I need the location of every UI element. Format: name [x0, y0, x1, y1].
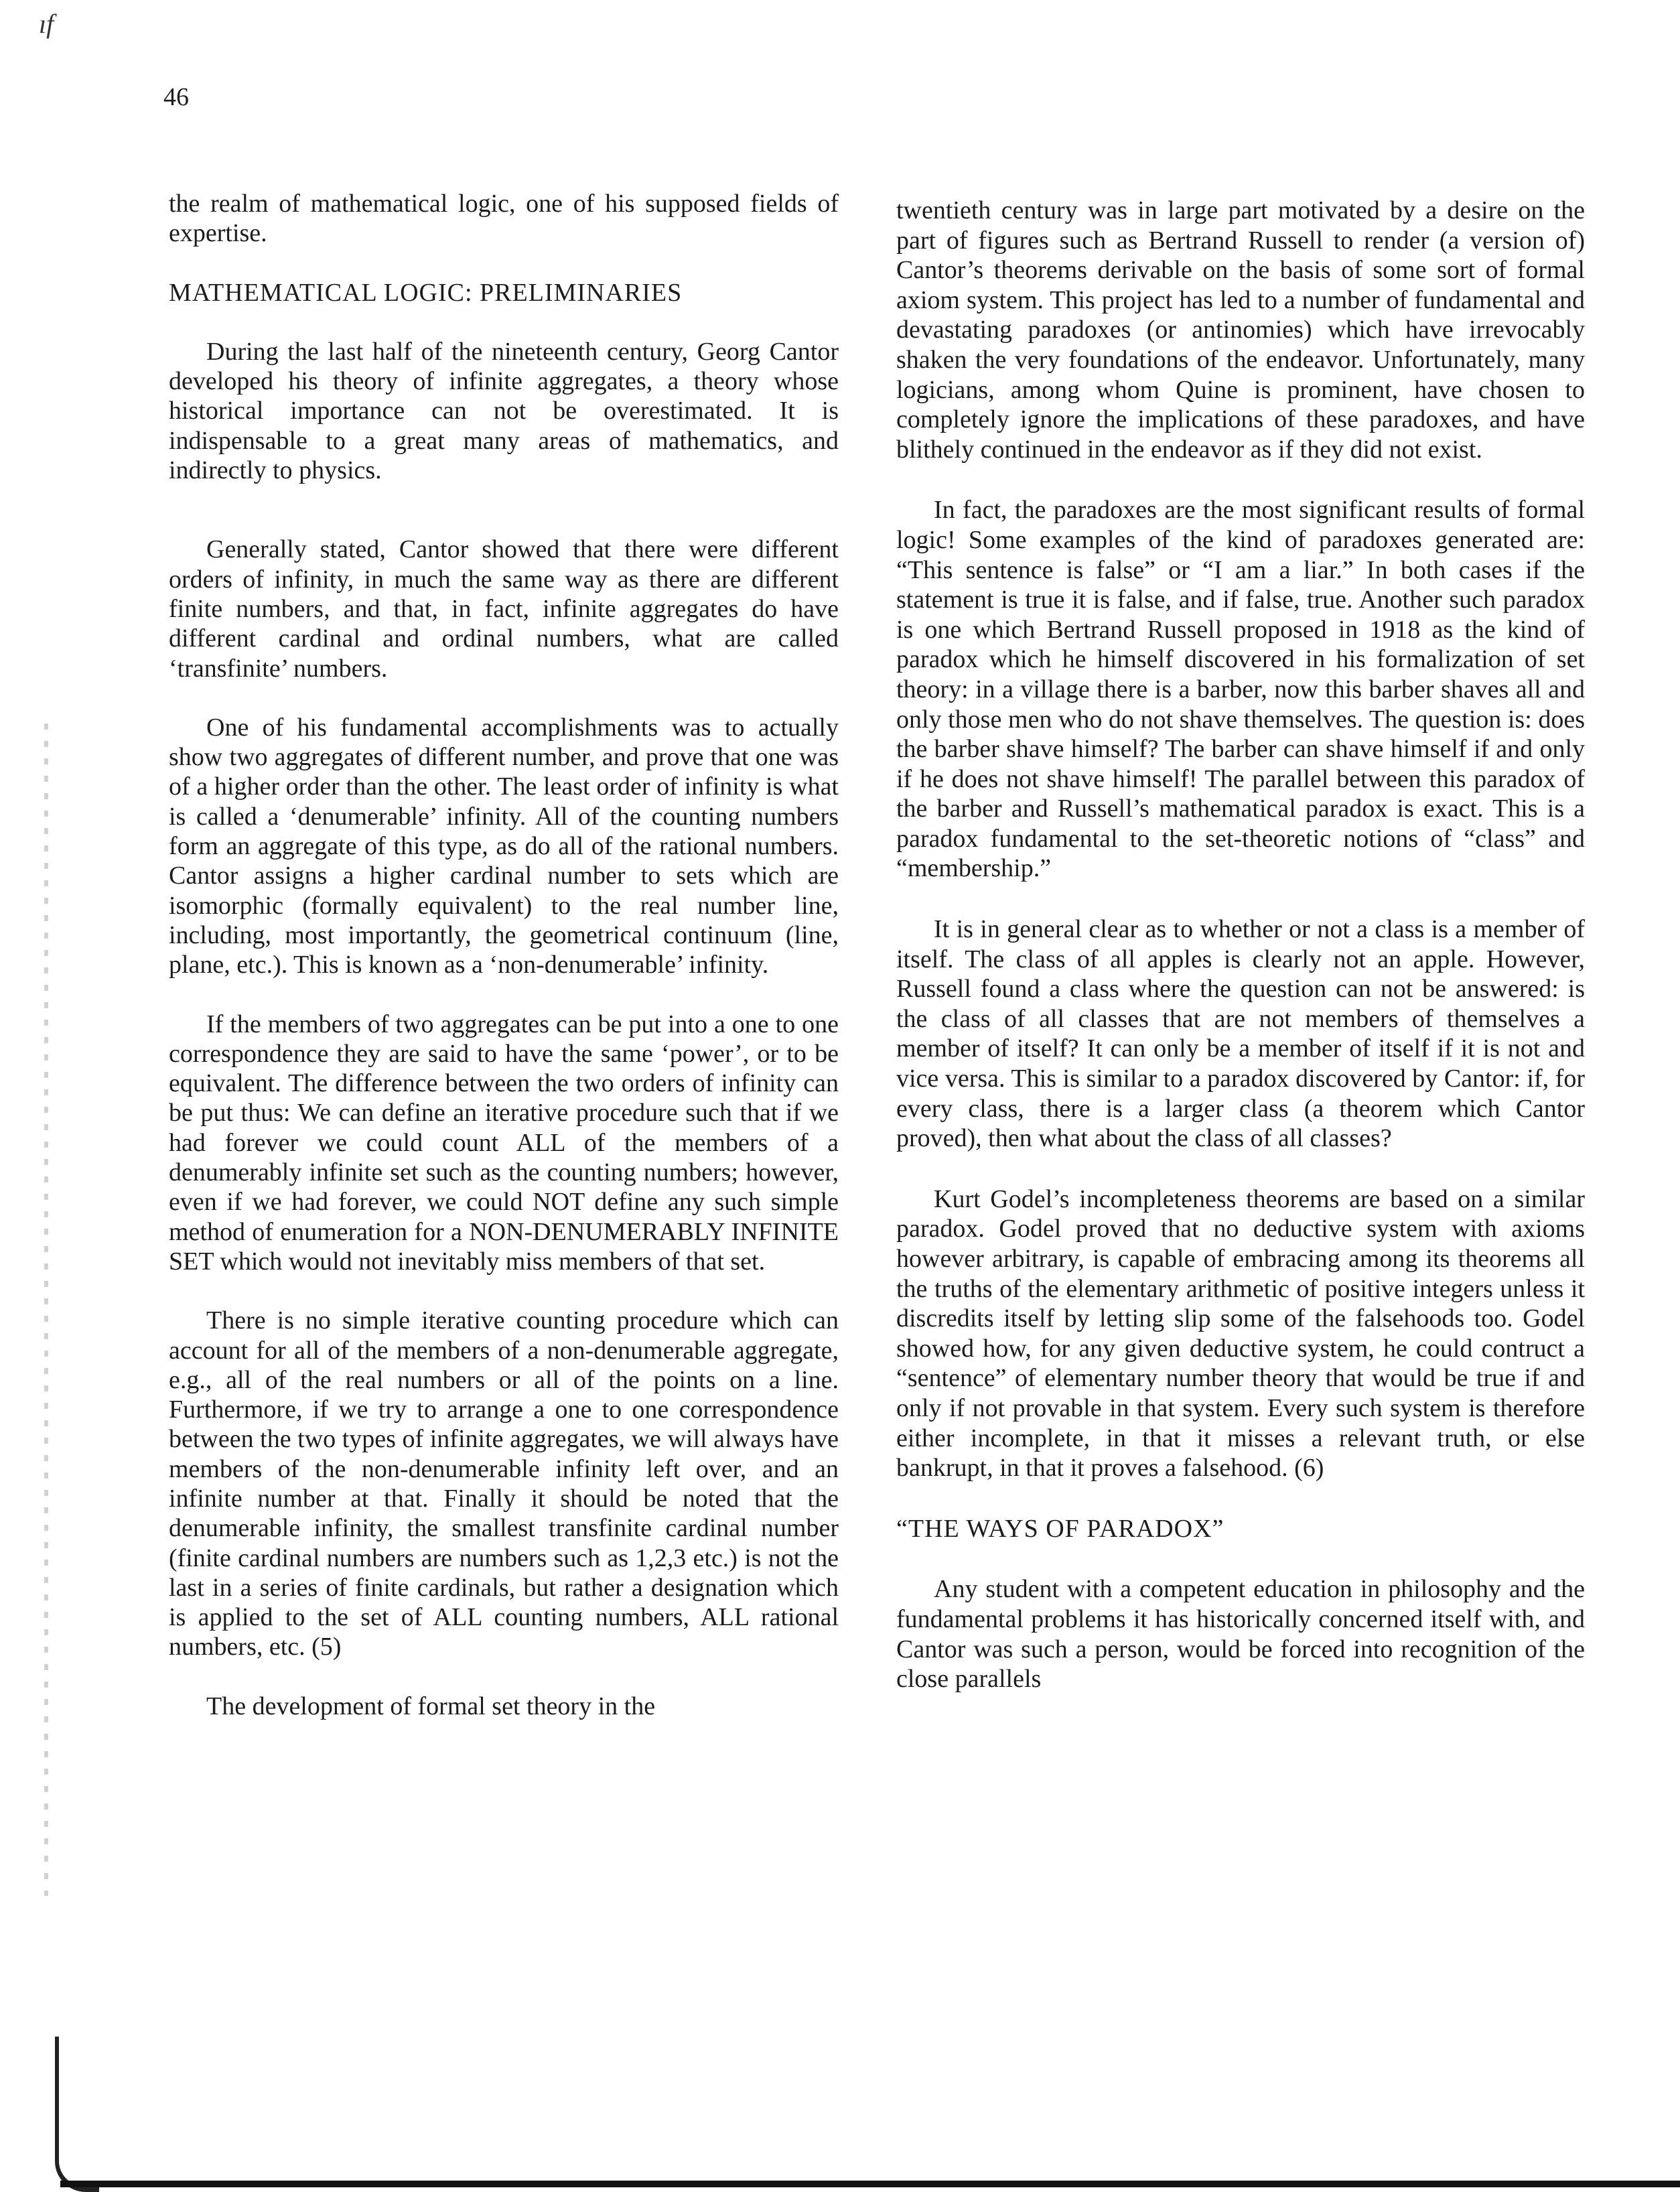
section-heading-preliminaries: MATHEMATICAL LOGIC: PRELIMINARIES — [169, 278, 683, 307]
paragraph-iterative-counting: There is no simple iterative counting procedure which can account for all of the members of a non-denumerable aggregate, e.g., all of the real numbers or all of the points on a line. Furthermore, if we try to arrange a one to one correspondence between the two types of infinite aggregates, we will always have members of the non-denumerable infinity left over, and an infinite number at that. Finally it should be noted that the denumerable infinity, the smallest transfinite cardinal number (finite cardinal numbers are numbers such as 1,2,3 etc.) is not the last in a series of finite cardinals, but rather a designation which is applied to the set of ALL counting numbers, ALL rational numbers, etc. (5) — [169, 1306, 839, 1661]
scan-margin-artifact — [44, 724, 48, 1896]
page-curl-edge — [55, 2037, 99, 2192]
section-heading-ways-of-paradox: “THE WAYS OF PARADOX” — [896, 1514, 1224, 1543]
page-number: 46 — [163, 83, 189, 111]
paragraph-cantor-theory: During the last half of the nineteenth century, Georg Cantor developed his theory of infinite aggregates, a theory whose historical importance can not be overestimated. It is indispensable to a great many areas of mathematics, and indirectly to physics. — [169, 337, 839, 485]
paragraph-class-membership: It is in general clear as to whether or not a class is a member of itself. The class of all apples is clearly not an apple. However, Russell found a class where the question can not be answered: is the class of all classes that are not members of themselves a member of itself? It can only be a member of itself if it is not and vice versa. This is similar to a paradox discovered by Cantor: if, for every class, there is a larger class (a theorem which Cantor proved), then what about the class of all classes? — [896, 915, 1585, 1153]
right-column — [896, 196, 1585, 1725]
paragraph-formal-set-theory: The development of formal set theory in the — [206, 1692, 656, 1720]
paragraph-fundamental-accomplishments: One of his fundamental accomplishments was to actually show two aggregates of different number, and prove that one was of a higher order than the other. The least order of infinity is what is called a ‘denumerable’ infinity. All of the counting numbers form an aggregate of this type, as do all of the rational numbers. Cantor assigns a higher cardinal number to sets which are isomorphic (formally equivalent) to the real number line, including, most importantly, the geometrical continuum (line, plane, etc.). This is known as a ‘non-denumerable’ infinity. — [169, 713, 839, 979]
paragraph-godel-incompleteness: Kurt Godel’s incompleteness theorems are based on a similar paradox. Godel proved that no deductive system with axioms however arbitrary, is capable of embracing among its theorems all the truths of the elementary arithmetic of positive integers unless it discredits itself by letting slip some of the falsehoods too. Godel showed how, for any given deductive system, he could contruct a “sentence” of elementary number theory that would be true if and only if not provable in that system. Every such system is therefore either incomplete, in that it misses a relevant truth, or else bankrupt, in that it proves a falsehood. (6) — [896, 1184, 1585, 1483]
paragraph-paradoxes-significant: In fact, the paradoxes are the most significant results of formal logic! Some examples of the kind of paradoxes generated are: “This sentence is false” or “I am a liar.” In both cases if the statement is true it is false, and if false, true. Another such paradox is one which Bertrand Russell proposed in 1918 as the kind of paradox which he himself discovered in his formalization of set theory: in a village there is a barber, now this barber shaves all and only those men who do not shave themselves. The question is: does the barber shave himself? The barber can shave himself if and only if he does not shave himself! The parallel between this paradox of the barber and Russell’s mathematical paradox is exact. This is a paradox fundamental to the set-theoretic notions of “class” and “membership.” — [896, 496, 1585, 883]
bottom-edge-rule — [60, 2181, 1680, 2187]
left-column — [169, 189, 839, 1751]
intro-paragraph: the realm of mathematical logic, one of his supposed fields of expertise. — [169, 190, 839, 248]
corner-scan-mark: ıf — [39, 9, 54, 39]
paragraph-one-to-one-correspondence: If the members of two aggregates can be put into a one to one correspondence they are said to have the same ‘power’, or to be equivalent. The difference between the two orders of infinity can be put thus: We can define an iterative procedure such that if we had forever we could count ALL of the members of a denumerably infinite set such as the counting numbers; however, even if we had forever, we could NOT define any such simple method of enumeration for a NON-DENUMERABLY INFINITE SET which would not inevitably miss members of that set. — [169, 1010, 839, 1276]
paragraph-any-student: Any student with a competent education in philosophy and the fundamental problems it has historically concerned itself with, and Cantor was such a person, would be forced into recognition of the close parallels — [896, 1575, 1585, 1694]
paragraph-twentieth-century: twentieth century was in large part motivated by a desire on the part of figures such as Bertrand Russell to render (a version of) Cantor’s theorems derivable on the basis of some sort of formal axiom system. This project has led to a number of fundamental and devastating paradoxes (or antinomies) which have irrevocably shaken the very foundations of the endeavor. Unfortunately, many logicians, among whom Quine is prominent, have chosen to completely ignore the implications of these paradoxes, and have blithely continued in the endeavor as if they did not exist. — [896, 196, 1585, 464]
paragraph-orders-of-infinity: Generally stated, Cantor showed that there were different orders of infinity, in much the same way as there are different finite numbers, and that, in fact, infinite aggregates do have different cardinal and ordinal numbers, what are called ‘transfinite’ numbers. — [169, 535, 839, 683]
